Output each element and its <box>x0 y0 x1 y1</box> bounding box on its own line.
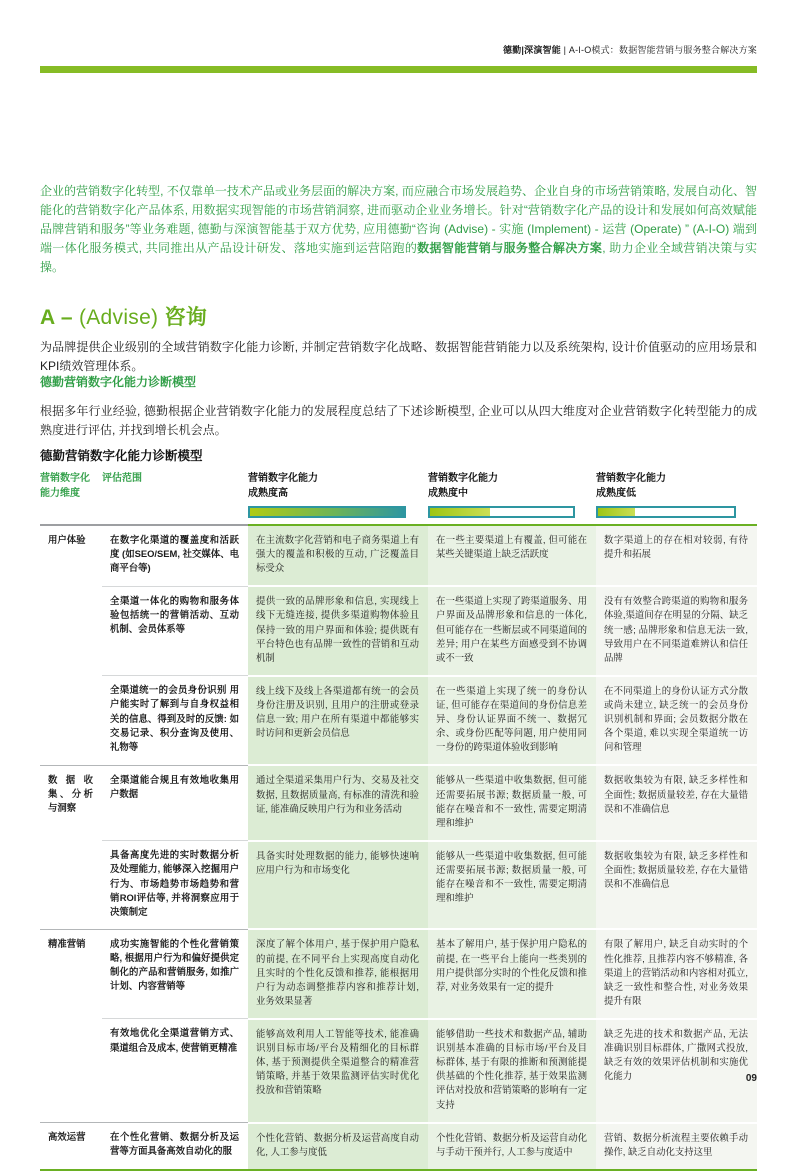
maturity-high-cell: 个性化营销、数据分析及运营高度自动化, 人工参与度低 <box>248 1123 428 1170</box>
col-header-dimension-line1: 营销数字化 <box>40 473 90 484</box>
scope-cell: 全渠道统一的会员身份识别 用户能实时了解到与自身权益相关的信息、得到及时的反馈: 如交易记录、积分查询及使用、礼物等 <box>102 676 248 766</box>
table-row <box>40 1123 757 1170</box>
col-header-dimension <box>40 468 102 525</box>
scope-cell: 全渠道一体化的购物和服务体验包括统一的营销活动、互动机制、会员体系等 <box>102 586 248 676</box>
maturity-high-cell: 提供一致的品牌形象和信息, 实现线上线下无缝连接, 提供多渠道购物体验且保持一致的用户界面和体验; 提供既有平台特色也有品牌一致性的营销和互动机制 <box>248 586 428 676</box>
table-row <box>40 525 757 586</box>
diagnostic-model-table <box>40 468 757 1171</box>
maturity-low-cell: 营销、数据分析流程主要依赖手动操作, 缺乏自动化支持这里 <box>596 1123 757 1170</box>
maturity-low-line2: 成熟度低 <box>596 487 636 499</box>
maturity-high-cell: 通过全渠道采集用户行为、交易及社交数据, 且数据质量高, 有标准的清洗和验证, 能准确反映用户行为和业务活动 <box>248 765 428 840</box>
table-row <box>40 765 757 840</box>
col-header-dimension-line2: 能力维度 <box>40 487 80 499</box>
header-subtitle: | A-I-O模式：数据智能营销与服务整合解决方案 <box>560 45 757 55</box>
col-header-scope <box>102 468 248 525</box>
table-row <box>40 929 757 1019</box>
intro-paragraph <box>40 182 757 277</box>
dimension-label-precision-marketing: 精准营销 <box>40 929 102 1122</box>
dimension-label-data-insight: 数据收集、分析与洞察 <box>40 765 102 929</box>
page-number: 09 <box>745 1073 757 1084</box>
scope-cell: 有效地优化全渠道营销方式、渠道组合及成本, 使营销更精准 <box>102 1019 248 1123</box>
maturity-low-cell: 数字渠道上的存在相对较弱, 有待提升和拓展 <box>596 525 757 586</box>
table-row <box>40 841 757 930</box>
maturity-low-cell: 有限了解用户, 缺乏自动实时的个性化推荐, 且推荐内容不够精准, 各渠道上的营销活动和内容相对孤立, 缺乏一致性和整合性, 对业务效果提升有限 <box>596 929 757 1019</box>
maturity-mid-cell: 基本了解用户, 基于保护用户隐私的前提, 在一些平台上能向一些类别的用户提供部分实时的个性化反馈和推荐, 对业务效果有一定的提升 <box>428 929 596 1019</box>
section-title-en: (Advise) <box>78 306 159 330</box>
maturity-bar-high-fill <box>250 508 404 516</box>
subsection-title: 德勤营销数字化能力诊断模型 <box>40 375 197 389</box>
maturity-bar-low-fill <box>598 508 635 516</box>
table-header-row <box>40 468 757 525</box>
maturity-low-cell: 数据收集较为有限, 缺乏多样性和全面性; 数据质量较差, 存在大量错误和不准确信息 <box>596 765 757 840</box>
maturity-mid-cell: 在一些渠道上实现了跨渠道服务、用户界面及品牌形象和信息的一体化, 但可能存在一些断层或不同渠道间的差异; 用户在某些方面感受到不协调或不一致 <box>428 586 596 676</box>
maturity-high-cell: 在主流数字化营销和电子商务渠道上有强大的覆盖和积极的互动, 广泛覆盖目标受众 <box>248 525 428 586</box>
page-header <box>503 43 757 56</box>
section-title-zh: 咨询 <box>158 306 208 330</box>
dimension-label-efficient-operations: 高效运营 <box>40 1123 102 1170</box>
intro-text-1: 企业的营销数字化转型, 不仅靠单一技术产品或业务层面的解决方案, 而应融合市场发展趋势、企业自身的市场营销策略, 发展自动化、智能化的营销数字化产品体系, 用数据实现智能的市场营销洞察, 进而驱动企业业务增长。针对“营销数字化产品的设计和发展如何高效赋能品牌营销和服务”等业务难题, 德勤与深演智能基于双方优势, 应用德勤“咨询 (Advise) - 实施 (Implement) - 运营 (Operate) ” (A-I-O) 端到端一体化服务模式, 共同推出从产品设计研发、落地实施到运营陪跑的 <box>40 184 757 255</box>
maturity-bar-mid-fill <box>430 508 490 516</box>
maturity-mid-cell: 在一些主要渠道上有覆盖, 但可能在某些关键渠道上缺乏活跃度 <box>428 525 596 586</box>
maturity-high-line2: 成熟度高 <box>248 487 288 499</box>
table-row <box>40 586 757 676</box>
table-row <box>40 676 757 766</box>
intro-text-2: , 助力企业全域营销决策与实操。 <box>40 240 757 274</box>
header-green-rule <box>40 66 757 73</box>
section-title <box>40 301 207 331</box>
maturity-high-cell: 线上线下及线上各渠道都有统一的会员身份注册及识别, 且用户的注册或登录信息一致; 用户在所有渠道中都能够实时访问和更新会员信息 <box>248 676 428 766</box>
maturity-high-cell: 能够高效利用人工智能等技术, 能准确识别目标市场/平台及精细化的目标群体, 基于预测提供全渠道整合的精准营销策略, 并基于效果监测评估实时优化投放和营销策略 <box>248 1019 428 1123</box>
section-body: 为品牌提供企业级别的全域营销数字化能力诊断, 并制定营销数字化战略、数据智能营销能力以及系统架构, 设计价值驱动的应用场景和KPI绩效管理体系。 <box>40 340 757 374</box>
col-header-scope-label: 评估范围 <box>102 473 142 484</box>
maturity-mid-cell: 在一些渠道上实现了统一的身份认证, 但可能存在渠道间的身份信息差异、身份认证界面不统一、数据冗余、或身份匹配等问题, 用户使用同一身份的跨渠道体验收到影响 <box>428 676 596 766</box>
maturity-low-cell: 在不同渠道上的身份认证方式分散或尚未建立, 缺乏统一的会员身份识别机制和界面; 会员数据分散在各个渠道, 难以实现全渠道统一访问和管理 <box>596 676 757 766</box>
col-header-maturity-low <box>596 468 757 525</box>
scope-cell: 在数字化渠道的覆盖度和活跃度 (如SEO/SEM, 社交媒体、电商平台等) <box>102 525 248 586</box>
maturity-bar-high <box>248 506 406 518</box>
maturity-low-cell: 没有有效整合跨渠道的购物和服务体验,渠道间存在明显的分隔、缺乏统一感; 品牌形象和信息无法一致, 导致用户在不同渠道难辨认和信任品牌 <box>596 586 757 676</box>
scope-cell: 在个性化营销、数据分析及运营等方面具备高效自动化的服 <box>102 1123 248 1170</box>
section-title-prefix: A – <box>40 306 79 330</box>
scope-cell: 全渠道能合规且有效地收集用户数据 <box>102 765 248 840</box>
maturity-mid-cell: 能够从一些渠道中收集数据, 但可能还需要拓展书源; 数据质量一般, 可能存在噪音和不一致性, 需要定期清理和维护 <box>428 765 596 840</box>
maturity-mid-cell: 能够从一些渠道中收集数据, 但可能还需要拓展书源; 数据质量一般, 可能存在噪音和不一致性, 需要定期清理和维护 <box>428 841 596 930</box>
maturity-mid-line1: 营销数字化能力 <box>428 473 498 484</box>
intro-text-bold: 数据智能营销与服务整合解决方案 <box>417 240 603 255</box>
scope-cell: 具备高度先进的实时数据分析及处理能力, 能够深入挖掘用户行为、市场趋势市场趋势和营销ROI评估等, 并将洞察应用于决策制定 <box>102 841 248 930</box>
scope-cell: 成功实施智能的个性化营销策略, 根据用户行为和偏好提供定制化的产品和营销服务, 如推广计划、内容营销等 <box>102 929 248 1019</box>
subsection-body: 根据多年行业经验, 德勤根据企业营销数字化能力的发展程度总结了下述诊断模型, 企业可以从四大维度对企业营销数字化转型能力的成熟度进行评估, 并找到增长机会点。 <box>40 404 757 438</box>
maturity-high-line1: 营销数字化能力 <box>248 473 318 484</box>
col-header-maturity-high <box>248 468 428 525</box>
maturity-low-cell: 缺乏先进的技术和数据产品, 无法准确识别目标群体, 广撒网式投放, 缺乏有效的效果评估机制和实施优化能力 <box>596 1019 757 1123</box>
maturity-mid-cell: 能够借助一些技术和数据产品, 辅助识别基本准确的目标市场/平台及目标群体, 基于有限的推断和预测能提供基础的个性化推荐, 基于效果监测评估对投放和营销策略的影响有一定支持 <box>428 1019 596 1123</box>
maturity-mid-line2: 成熟度中 <box>428 487 468 499</box>
maturity-bar-low <box>596 506 736 518</box>
maturity-low-line1: 营销数字化能力 <box>596 473 666 484</box>
maturity-mid-cell: 个性化营销、数据分析及运营自动化与手动干预并行, 人工参与度适中 <box>428 1123 596 1170</box>
maturity-high-cell: 深度了解个体用户, 基于保护用户隐私的前提, 在不同平台上实现高度自动化且实时的个性化反馈和推荐, 能根据用户行为动态调整推荐内容和推荐计划, 业务效果显著 <box>248 929 428 1019</box>
maturity-high-cell: 具备实时处理数据的能力, 能够快速响应用户行为和市场变化 <box>248 841 428 930</box>
dimension-label-user-experience: 用户体验 <box>40 525 102 765</box>
maturity-low-cell: 数据收集较为有限, 缺乏多样性和全面性; 数据质量较差, 存在大量错误和不准确信息 <box>596 841 757 930</box>
table-row <box>40 1019 757 1123</box>
maturity-bar-mid <box>428 506 575 518</box>
header-brand: 德勤|深演智能 <box>503 45 561 55</box>
table-title: 德勤营销数字化能力诊断模型 <box>40 449 203 463</box>
col-header-maturity-mid <box>428 468 596 525</box>
